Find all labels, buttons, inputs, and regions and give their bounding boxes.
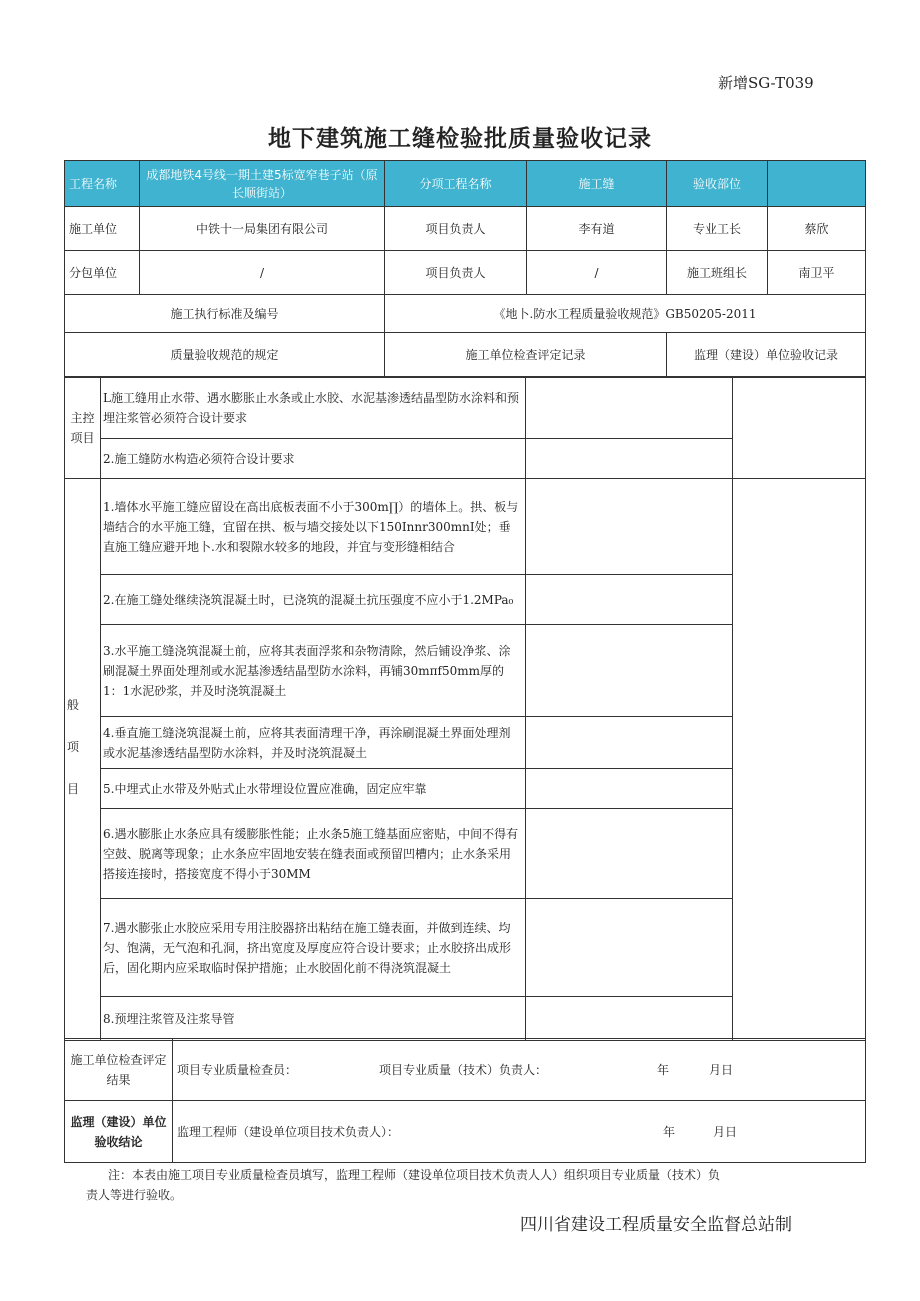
- contractor-pm-value: 李有道: [527, 207, 667, 251]
- contractor-check-cell: [526, 717, 733, 769]
- contractor-result-signatures: [173, 1039, 866, 1101]
- issuer-footer: 四川省建设工程质量安全监督总站制: [520, 1215, 792, 1235]
- contractor-result-label: 施工单位检查评定结果: [65, 1039, 173, 1101]
- month-day-label: 月日: [709, 1062, 734, 1077]
- contractor-check-cell: [526, 625, 733, 717]
- year-label: 年: [663, 1124, 676, 1139]
- contractor-check-cell: [526, 997, 733, 1041]
- spec-column-heading: 质量验收规范的规定: [65, 333, 385, 377]
- contractor-check-cell: [526, 439, 733, 479]
- subcontractor-row: [65, 251, 866, 295]
- foreman-value: 蔡欣: [768, 207, 866, 251]
- supervisor-check-cell: [733, 479, 866, 1041]
- inspection-part-label: 验收部位: [667, 161, 768, 207]
- subcontractor-pm-value: /: [527, 251, 667, 295]
- year-label: 年: [657, 1062, 670, 1077]
- main-item-text: L施工缝用止水带、遇水膨胀止水条或止水胶、水泥基渗透结晶型防水涂料和预埋注浆管必须符合设计要求: [101, 378, 526, 439]
- standard-value: 《地卜.防水工程质量验收规范》GB50205-2011: [385, 295, 866, 333]
- main-item-row-1: [65, 378, 866, 439]
- supervising-engineer-label: 监理工程师（建设单位项目技术负责人）：: [177, 1124, 400, 1139]
- contractor-check-cell: [526, 899, 733, 997]
- supervisor-result-row: [65, 1101, 866, 1163]
- subcontractor-pm-label: 项目负责人: [385, 251, 527, 295]
- contractor-check-cell: [526, 809, 733, 899]
- general-item-text: 1.墙体水平施工缝应留设在高出底板表面不小于300m∏）的墙体上。拱、板与墙结合的水平施工缝，宜留在拱、板与墙交接处以下150Innr300mnI处；垂直施工缝应避开地卜.水和裂隙水较多的地段，并宜与变形缝相结合: [101, 479, 526, 575]
- inspection-part-value: [768, 161, 866, 207]
- subitem-name-value: 施工缝: [527, 161, 667, 207]
- contractor-label: 施工单位: [65, 207, 140, 251]
- general-item-text: 6.遇水膨胀止水条应具有缓膨胀性能；止水条5施工缝基面应密贴，中间不得有空鼓、脱离等现象；止水条应牢固地安装在缝表面或预留凹槽内；止水条采用搭接连接时，搭接宽度不得小于30MM: [101, 809, 526, 899]
- quality-manager-label: 项目专业质量（技术）负责人：: [379, 1062, 548, 1077]
- general-item-text: 2.在施工缝处继续浇筑混凝土时，已浇筑的混凝土抗压强度不应小于1.2MPa₀: [101, 575, 526, 625]
- general-category-char: 目: [67, 782, 80, 796]
- contractor-value: 中铁十一局集团有限公司: [140, 207, 385, 251]
- general-item-text: 7.遇水膨张止水胶应采用专用注胶器挤出粘结在施工缝表面，并做到连续、均匀、饱满，无气泡和孔洞，挤出宽度及厚度应符合设计要求；止水胶挤出成形后，固化期内应采取临时保护措施；止水胶固化前不得浇筑混凝土: [101, 899, 526, 997]
- general-item-text: 5.中埋式止水带及外贴式止水带埋设位置应准确，固定应牢靠: [101, 769, 526, 809]
- project-name-value: 成都地铁4号线一期土建5标宽窄巷子站（原长顺街站）: [140, 161, 385, 207]
- contractor-check-cell: [526, 378, 733, 439]
- contractor-pm-label: 项目负责人: [385, 207, 527, 251]
- subitem-name-label: 分项工程名称: [385, 161, 527, 207]
- general-item-text: 8.预埋注浆管及注浆导管: [101, 997, 526, 1041]
- general-items-category: [65, 479, 101, 1041]
- document-code: 新增SG-T039: [718, 74, 814, 92]
- standard-row: [65, 295, 866, 333]
- supervisor-result-signatures: [173, 1101, 866, 1163]
- contractor-check-column-heading: 施工单位检查评定记录: [385, 333, 667, 377]
- general-item-text: 3.水平施工缝浇筑混凝土前，应将其表面浮浆和杂物清除，然后铺设净浆、涂刷混凝土界面处理剂或水泥基渗透结晶型防水涂料，再铺30mπf50mm厚的1：1水泥砂浆，并及时浇筑混凝土: [101, 625, 526, 717]
- general-item-text: 4.垂直施工缝浇筑混凝土前，应将其表面清理干净，再涂刷混凝土界面处理剂或水泥基渗透结晶型防水涂料，并及时浇筑混凝土: [101, 717, 526, 769]
- contractor-check-cell: [526, 769, 733, 809]
- foreman-label: 专业工长: [667, 207, 768, 251]
- note-text-continued: 责人等进行验收。: [86, 1188, 183, 1202]
- contractor-check-cell: [526, 575, 733, 625]
- supervisor-result-label: 监理（建设）单位验收结论: [65, 1101, 173, 1163]
- contractor-result-row: [65, 1039, 866, 1101]
- project-name-label: 工程名称: [65, 161, 140, 207]
- subcontractor-value: /: [140, 251, 385, 295]
- general-category-char: 项: [67, 740, 80, 754]
- team-leader-label: 施工班组长: [667, 251, 768, 295]
- contractor-row: [65, 207, 866, 251]
- contractor-check-cell: [526, 479, 733, 575]
- main-items-category: 主控项目: [65, 378, 101, 479]
- signature-table: [64, 1038, 866, 1163]
- supervisor-check-cell: [733, 378, 866, 479]
- subcontractor-label: 分包单位: [65, 251, 140, 295]
- note-text: 注：本表由施工项目专业质量检查员填写，监理工程师（建设单位项目技术负责人人）组织项目专业质量（技术）负: [108, 1168, 721, 1182]
- page-title: 地下建筑施工缝检验批质量验收记录: [268, 126, 652, 152]
- items-table: [64, 377, 866, 1041]
- column-heading-row: [65, 333, 866, 377]
- header-row: [65, 161, 866, 207]
- month-day-label: 月日: [713, 1124, 738, 1139]
- standard-label: 施工执行标准及编号: [65, 295, 385, 333]
- quality-inspector-label: 项目专业质量检查员：: [177, 1062, 298, 1077]
- general-item-row-1: [65, 479, 866, 575]
- supervisor-check-column-heading: 监理（建设）单位验收记录: [667, 333, 866, 377]
- general-category-char: 般: [67, 698, 80, 712]
- main-item-text: 2.施工缝防水构造必须符合设计要求: [101, 439, 526, 479]
- inspection-form-table: [64, 160, 866, 377]
- team-leader-value: 南卫平: [768, 251, 866, 295]
